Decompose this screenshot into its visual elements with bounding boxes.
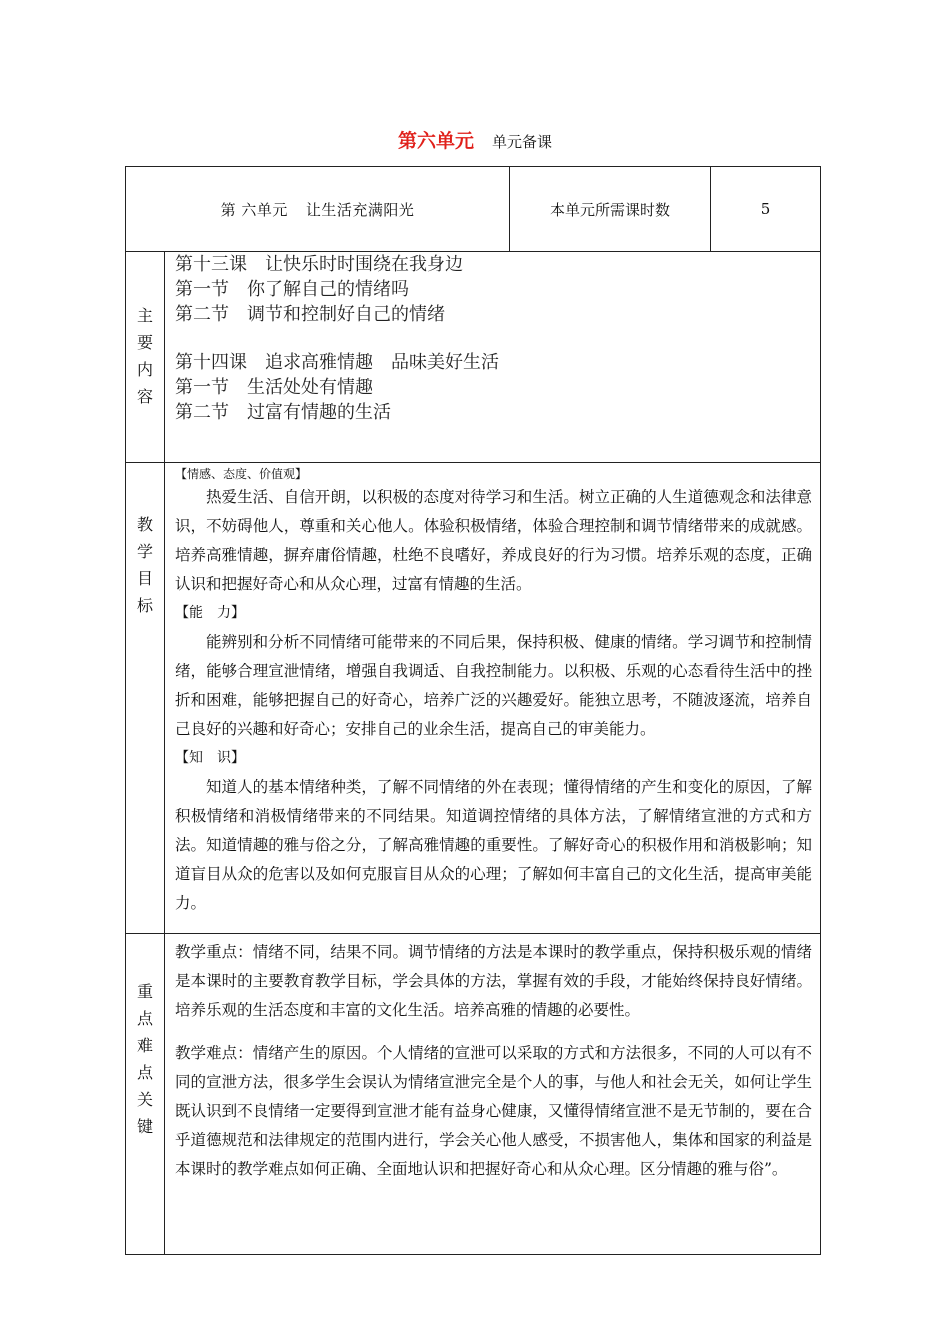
- contents-row: [126, 252, 821, 463]
- contents-label: 主要内容: [136, 306, 153, 406]
- teaching-difficulty: 教学难点：情绪产生的原因。个人情绪的宣泄可以采取的方式和方法很多，不同的人可以有不同的宣泄方法，很多学生会误认为情绪宣泄完全是个人的事，与他人和社会无关，如何让学生既认识到不良情绪一定要得到宣泄才能有益身心健康，又懂得情绪宣泄不是无节制的，要在合乎道德规范和法律规定的范围内进行，学会关心他人感受，不损害他人，集体和国家的利益是本课时的教学难点如何正确、全面地认识和把握好奇心和从众心理。区分情趣的雅与俗”。: [175, 1044, 813, 1178]
- page-subtitle: 单元备课: [492, 133, 553, 151]
- contents-line: 第二节 调节和控制好自己的情绪: [175, 304, 445, 325]
- key-points-label-cell: [126, 934, 165, 1255]
- key-points-label: 重点难点关键: [136, 982, 153, 1136]
- contents-spacer: [175, 327, 810, 350]
- key-points-row: [126, 934, 821, 1255]
- header-row: [126, 167, 821, 252]
- contents-line: 第十三课 让快乐时时围绕在我身边: [175, 254, 463, 275]
- objectives-cell: [165, 463, 821, 934]
- knowledge-text: 知道人的基本情绪种类，了解不同情绪的外在表现；懂得情绪的产生和变化的原因，了解积极情绪和消极情绪带来的不同结果。知道调控情绪的具体方法，了解情绪宣泄的方式和方法。知道情趣的雅与俗之分，了解高雅情趣的重要性。了解好奇心的积极作用和消极影响；知道盲目从众的危害以及如何克服盲目从众的心理；了解如何丰富自己的文化生活，提高审美能力。: [175, 778, 813, 912]
- attitude-tag: 【情感、态度、价值观】: [175, 467, 308, 481]
- ability-text: 能辨别和分析不同情绪可能带来的不同后果，保持积极、健康的情绪。学习调节和控制情绪，能够合理宣泄情绪，增强自我调适、自我控制能力。以积极、乐观的心态看待生活中的挫折和困难，能够把握自己的好奇心，培养广泛的兴趣爱好。能独立思考，不随波逐流，培养自己良好的兴趣和好奇心；安排自己的业余生活，提高自己的审美能力。: [175, 633, 813, 738]
- contents-cell: [165, 252, 821, 463]
- lesson-plan-table: [125, 166, 821, 1255]
- teaching-focus: 教学重点：情绪不同，结果不同。调节情绪的方法是本课时的教学重点，保持积极乐观的情绪是本课时的主要教育教学目标，学会具体的方法，掌握有效的手段，才能始终保持良好情绪。培养乐观的生活态度和丰富的文化生活。培养高雅的情趣的必要性。: [175, 943, 813, 1019]
- contents-line: 第一节 你了解自己的情绪吗: [175, 279, 409, 300]
- key-points-cell: [165, 934, 821, 1255]
- objectives-row: [126, 463, 821, 934]
- hours-label: 本单元所需课时数: [510, 167, 711, 252]
- unit-name: 让生活充满阳光: [305, 200, 415, 219]
- contents-line: 第一节 生活处处有情趣: [175, 377, 373, 398]
- unit-number: 第 六单元: [220, 200, 288, 219]
- contents-line: 第十四课 追求高雅情趣 品味美好生活: [175, 352, 499, 373]
- hours-value: 5: [711, 167, 821, 252]
- contents-line: 第二节 过富有情趣的生活: [175, 402, 391, 423]
- page-title-block: [0, 126, 950, 153]
- page-title: 第六单元: [397, 130, 474, 152]
- unit-title-cell: [126, 167, 510, 252]
- attitude-text: 热爱生活、自信开朗，以积极的态度对待学习和生活。树立正确的人生道德观念和法律意识，不妨碍他人，尊重和关心他人。体验积极情绪，体验合理控制和调节情绪带来的成就感。培养高雅情趣，摒弃庸俗情趣，杜绝不良嗜好，养成良好的行为习惯。培养乐观的态度，正确认识和把握好奇心和从众心理，过富有情趣的生活。: [175, 488, 813, 593]
- objectives-label: 教学目标: [136, 515, 153, 615]
- knowledge-tag: 【知 识】: [175, 750, 245, 766]
- objectives-label-cell: [126, 463, 165, 934]
- ability-tag: 【能 力】: [175, 605, 245, 621]
- contents-label-cell: [126, 252, 165, 463]
